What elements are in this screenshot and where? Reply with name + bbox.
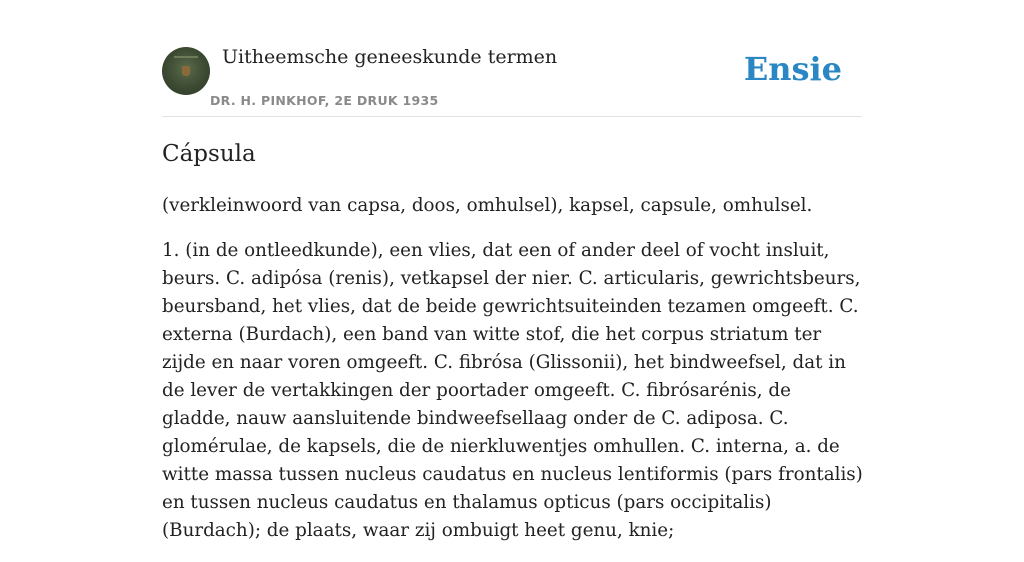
cover-emblem-icon (182, 66, 190, 76)
book-cover-thumbnail[interactable] (162, 47, 210, 95)
cover-title-line (174, 56, 198, 58)
entry-paragraph: 1. (in de ontleedkunde), een vlies, dat een of ander deel of vocht insluit, beurs. C. adipósa (renis), vetkapsel der nier. C. articularis, gewrichtsbeurs, beursband, het vlies, dat de beide gewrichtsuiteinden tezamen omgeeft. C. externa (Burdach), een band van witte stof, die het corpus striatum ter zijde en naar voren omgeeft. C. fibrósa (Glissonii), het bindweefsel, dat in de lever de vertakkingen der poortader omgeeft. C. fibrósarénis, de gladde, nauw aansluitende bindweefsellaag onder de C. adiposa. C. glomérulae, de kapsels, die de nierkluwentjes omhullen. C. interna, a. de witte massa tussen nucleus caudatus en nucleus lentiformis (pars frontalis) en tussen nucleus caudatus en thalamus opticus (pars occipitalis) (Burdach); de plaats, waar zij ombuigt heet genu, knie; (162, 240, 863, 541)
entry-content (162, 140, 864, 562)
entry-title: Cápsula (162, 141, 256, 167)
ensie-logo-link[interactable]: Ensie (743, 50, 842, 88)
book-title-link[interactable]: Uitheemsche geneeskunde termen (222, 46, 558, 68)
book-author: DR. H. PINKHOF, 2E DRUK 1935 (210, 93, 439, 108)
book-header (162, 46, 862, 117)
entry-paragraph: (verkleinwoord van capsa, doos, omhulsel), kapsel, capsule, omhulsel. (162, 195, 813, 216)
